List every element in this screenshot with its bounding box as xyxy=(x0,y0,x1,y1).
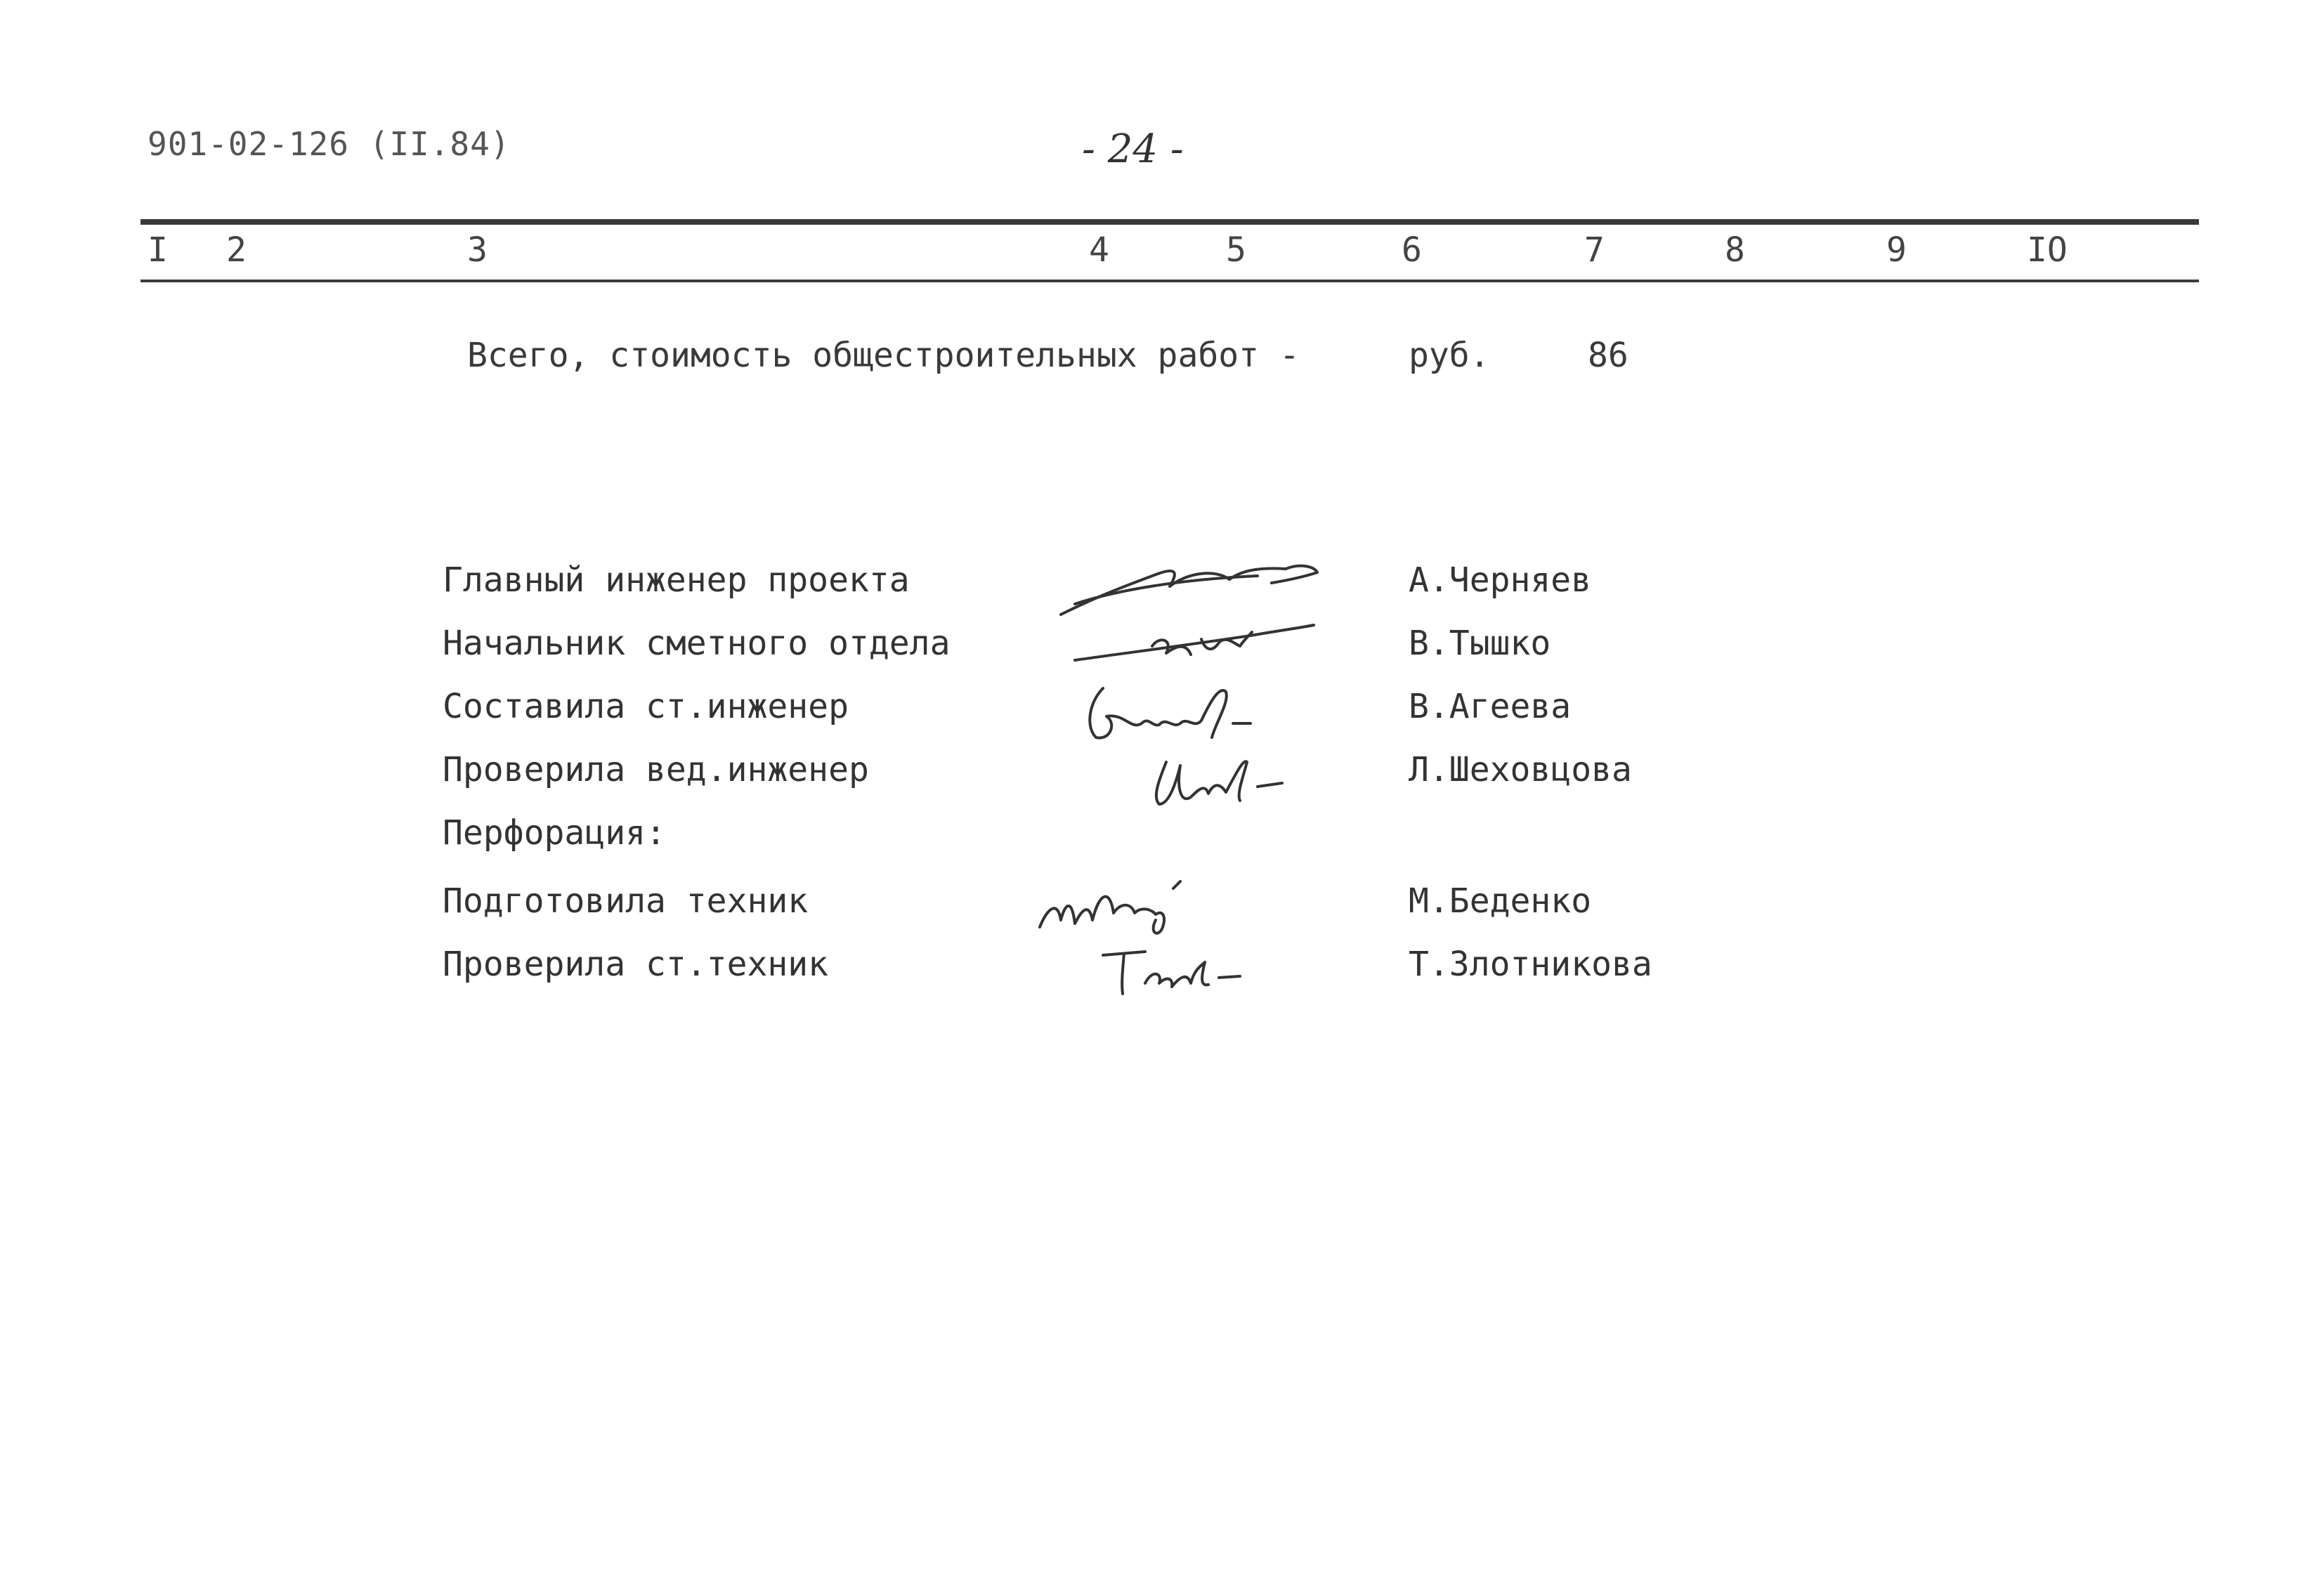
handwritten-signature xyxy=(1033,871,1229,941)
total-value: 86 xyxy=(1588,336,1628,375)
signatory-name: В.Тышко xyxy=(1409,624,1551,663)
document-code: 901-02-126 (II.84) xyxy=(148,125,511,163)
total-unit: руб. xyxy=(1409,336,1490,375)
signatory-name: Л.Шеховцова xyxy=(1409,750,1632,789)
signatory-name: А.Черняев xyxy=(1409,560,1592,600)
signatory-title: Проверила вед.инженер xyxy=(443,750,869,789)
section-label: Перфорация: xyxy=(443,813,666,853)
signatory-name: М.Беденко xyxy=(1409,881,1592,921)
column-number-7: 7 xyxy=(1584,230,1605,270)
total-label: Всего, стоимость общестроительных работ - xyxy=(467,336,1300,375)
handwritten-signature xyxy=(1096,934,1272,1004)
column-number-10: IO xyxy=(2027,230,2068,270)
column-number-1: I xyxy=(148,230,168,270)
signatory-name: В.Агеева xyxy=(1409,687,1572,726)
signatory-title: Подготовила техник xyxy=(443,881,809,921)
column-number-4: 4 xyxy=(1089,230,1109,270)
table-top-rule xyxy=(141,219,2199,225)
column-number-3: 3 xyxy=(467,230,488,270)
column-number-6: 6 xyxy=(1402,230,1422,270)
signatory-name: Т.Злотникова xyxy=(1409,945,1652,984)
table-bottom-rule xyxy=(141,280,2199,282)
handwritten-signature xyxy=(1068,604,1321,681)
signatory-title: Составила ст.инженер xyxy=(443,687,849,726)
signatory-title: Проверила ст.техник xyxy=(443,945,829,984)
page-number: - 24 - xyxy=(1082,126,1184,172)
column-number-9: 9 xyxy=(1886,230,1907,270)
handwritten-signature xyxy=(1075,674,1286,751)
column-number-2: 2 xyxy=(226,230,247,270)
handwritten-signature xyxy=(1138,744,1314,815)
signatory-title: Главный инженер проекта xyxy=(443,560,910,600)
signatory-title: Начальник сметного отдела xyxy=(443,624,951,663)
column-number-8: 8 xyxy=(1725,230,1745,270)
column-number-5: 5 xyxy=(1226,230,1246,270)
